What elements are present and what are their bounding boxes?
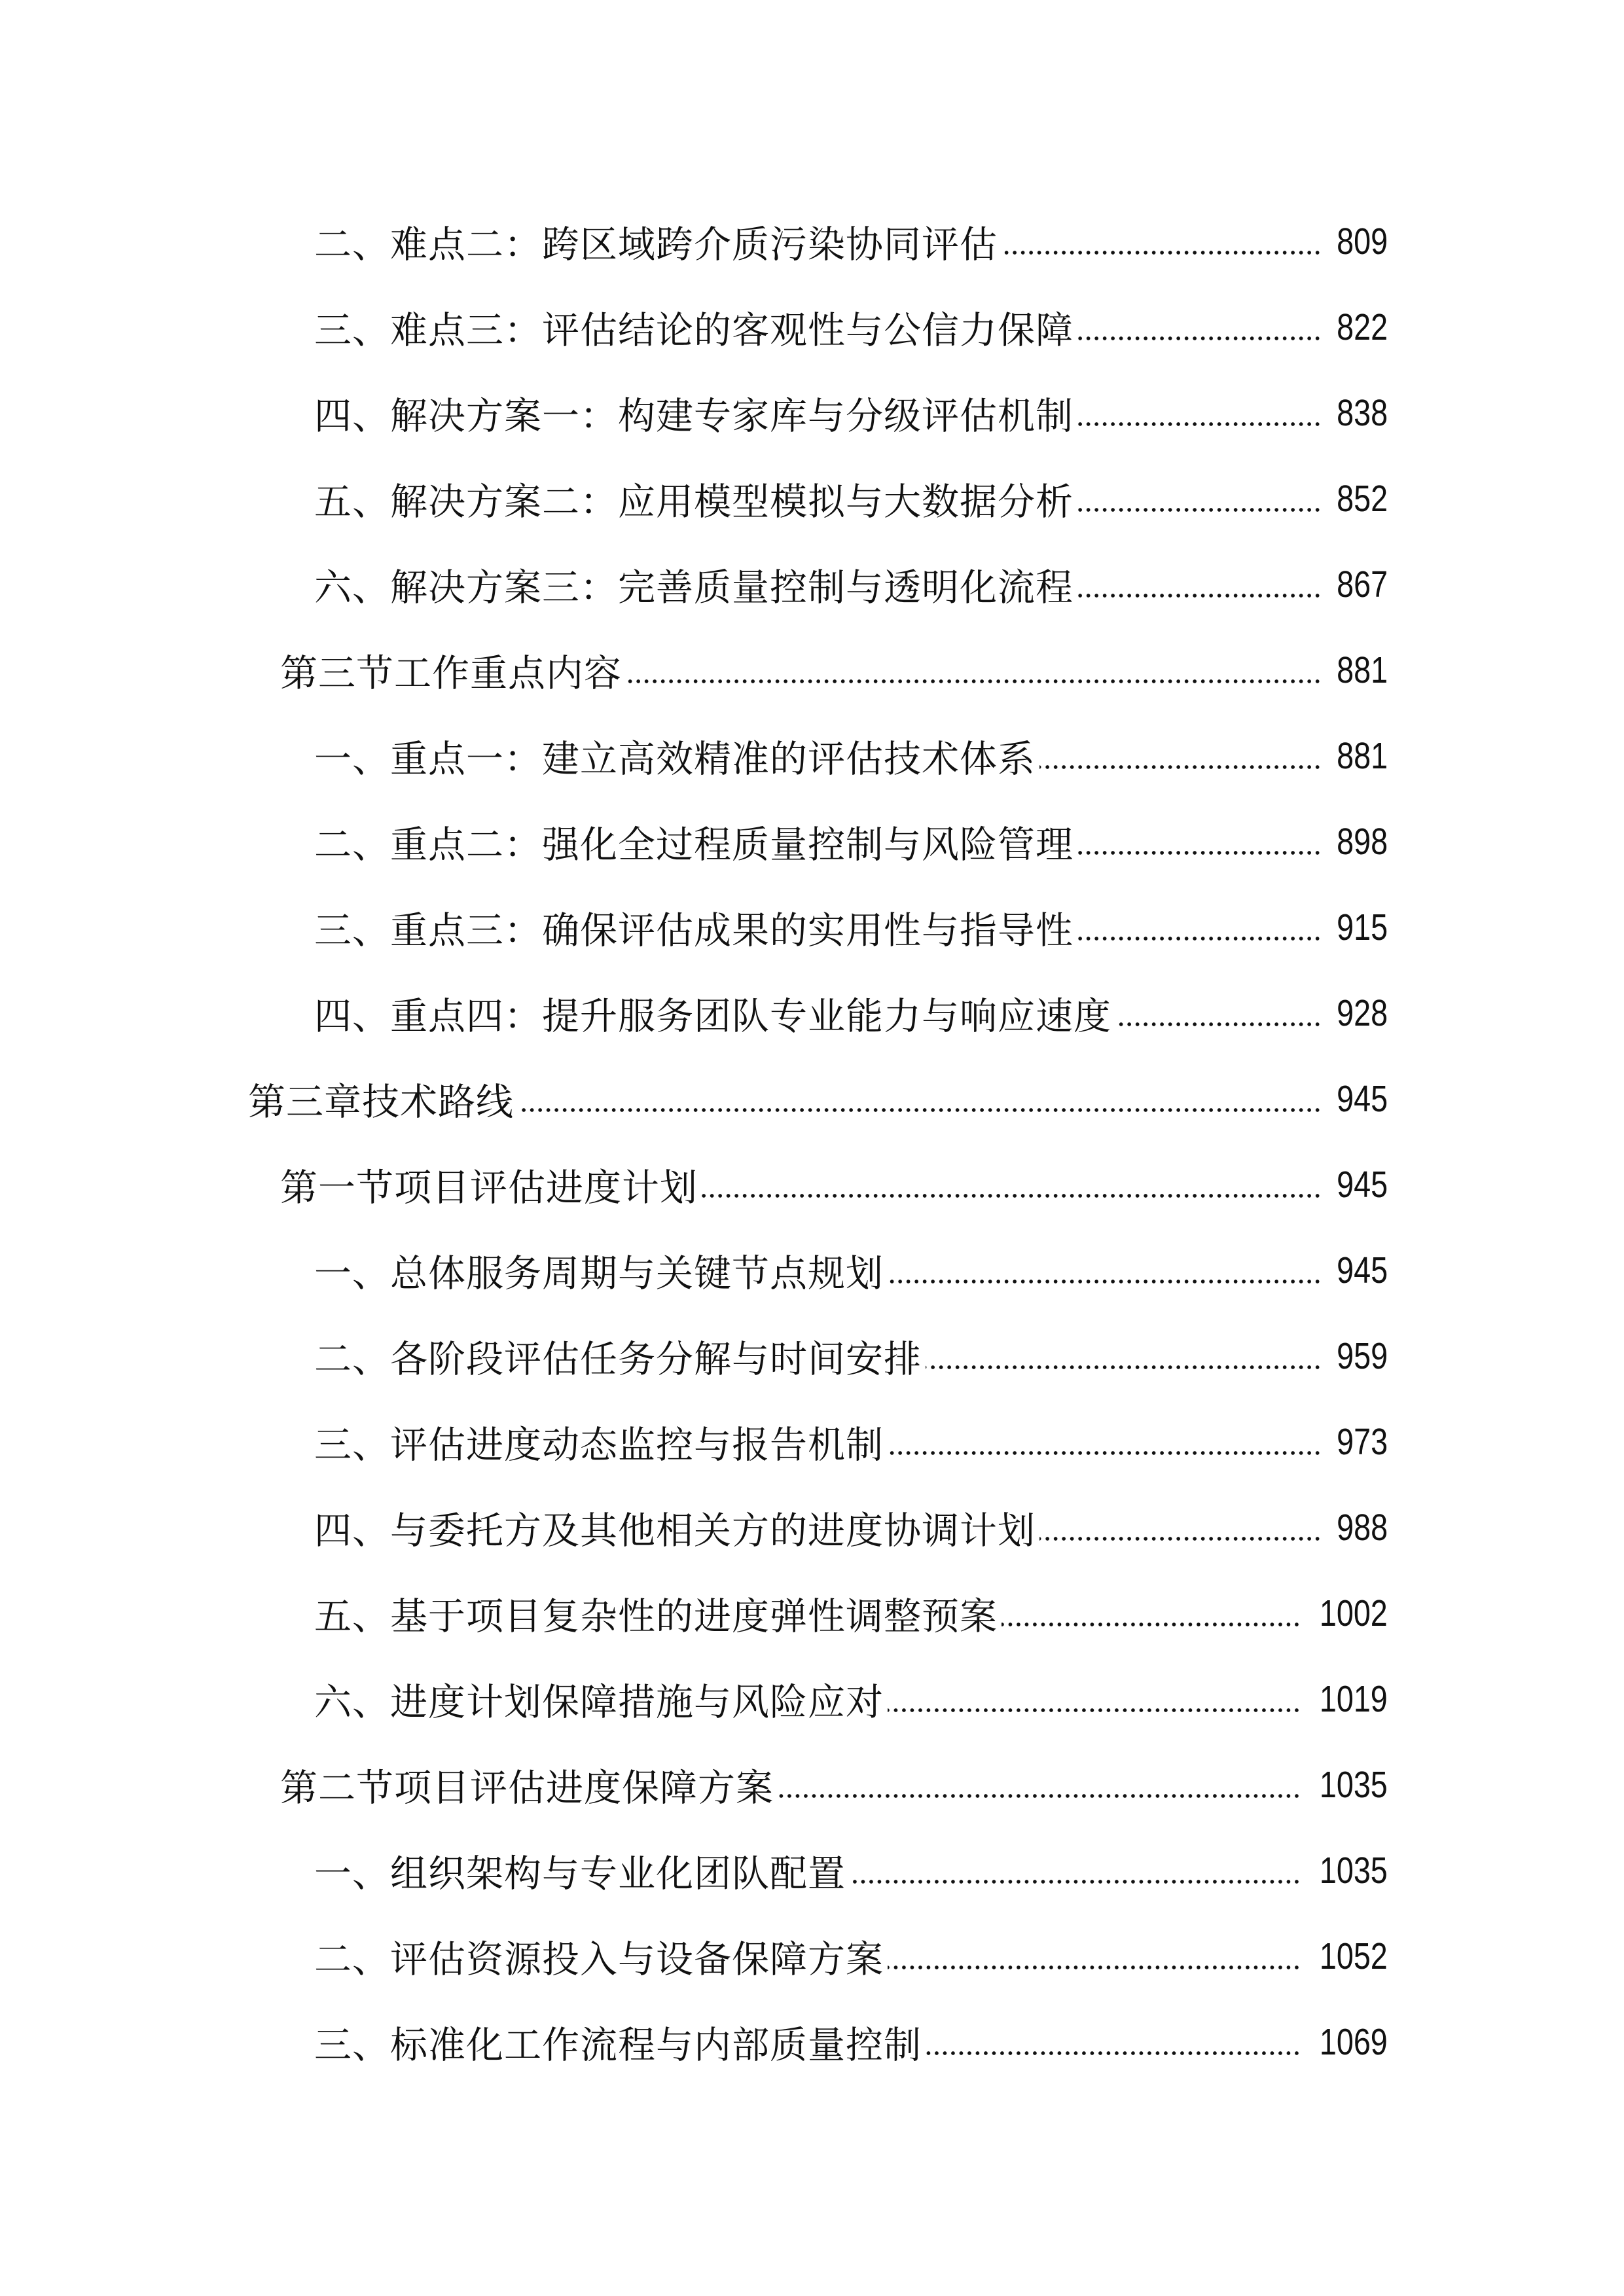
toc-entry-title: 二、各阶段评估任务分解与时间安排: [314, 1338, 922, 1380]
toc-entry[interactable]: [0, 1399, 1624, 1484]
toc-entry[interactable]: [0, 370, 1624, 456]
toc-entry[interactable]: [0, 1742, 1624, 1827]
toc-entry-page-number: 945: [1337, 1249, 1388, 1291]
toc-entry-page-number: 973: [1337, 1420, 1388, 1463]
toc-entry[interactable]: [0, 456, 1624, 541]
toc-entry-title: 三、标准化工作流程与内部质量控制: [314, 2024, 922, 2066]
dot-leader: [1039, 764, 1322, 770]
dot-leader: [888, 1964, 1301, 1971]
dot-leader: [1077, 592, 1322, 599]
toc-entry-title: 第一节项目评估进度计划: [280, 1166, 698, 1209]
toc-entry-page-number: 988: [1337, 1506, 1388, 1549]
toc-entry-page-number: 945: [1337, 1077, 1388, 1120]
toc-entry[interactable]: [0, 1227, 1624, 1313]
toc-entry-title: 三、评估进度动态监控与报告机制: [314, 1424, 884, 1466]
toc-entry-page-number: 898: [1337, 820, 1388, 863]
toc-entry-title: 二、评估资源投入与设备保障方案: [314, 1938, 884, 1981]
toc-entry-title: 四、与委托方及其他相关方的进度协调计划: [314, 1509, 1036, 1552]
dot-leader: [1115, 1021, 1322, 1028]
toc-entry-title: 第三节工作重点内容: [280, 652, 622, 694]
toc-entry[interactable]: [0, 713, 1624, 798]
dot-leader: [1001, 1621, 1301, 1628]
toc-entry-page-number: 852: [1337, 477, 1388, 520]
toc-entry[interactable]: [0, 1570, 1624, 1656]
toc-entry[interactable]: [0, 1827, 1624, 1913]
toc-entry-title: 第三章技术路线: [248, 1081, 514, 1123]
toc-entry[interactable]: [0, 884, 1624, 970]
dot-leader: [888, 1450, 1322, 1456]
dot-leader: [1077, 850, 1322, 856]
toc-entry-page-number: 1069: [1320, 2020, 1388, 2063]
toc-entry-page-number: 959: [1337, 1335, 1388, 1377]
toc-entry-page-number: 1035: [1320, 1849, 1388, 1892]
toc-entry[interactable]: [0, 1913, 1624, 1999]
toc-entry[interactable]: [0, 1056, 1624, 1141]
dot-leader: [888, 1707, 1301, 1713]
toc-entry-page-number: 881: [1337, 649, 1388, 691]
toc-entry-page-number: 1019: [1320, 1677, 1388, 1720]
toc-entry[interactable]: [0, 1484, 1624, 1570]
dot-leader: [926, 1364, 1322, 1371]
toc-entry-page-number: 809: [1337, 220, 1388, 262]
toc-entry[interactable]: [0, 541, 1624, 627]
toc-entry-title: 第二节项目评估进度保障方案: [280, 1767, 774, 1809]
toc-entry-title: 三、重点三：确保评估成果的实用性与指导性: [314, 909, 1074, 952]
dot-leader: [888, 1278, 1322, 1285]
dot-leader: [1001, 249, 1322, 256]
toc-entry-page-number: 928: [1337, 992, 1388, 1034]
toc-entry[interactable]: [0, 284, 1624, 370]
toc-entry-title: 一、组织架构与专业化团队配置: [314, 1852, 846, 1895]
toc-entry-page-number: 881: [1337, 734, 1388, 777]
toc-entry[interactable]: [0, 798, 1624, 884]
toc-entry-page-number: 867: [1337, 563, 1388, 605]
toc-entry-title: 六、进度计划保障措施与风险应对: [314, 1681, 884, 1723]
toc-entry-page-number: 1035: [1320, 1763, 1388, 1806]
toc-entry-page-number: 1002: [1320, 1592, 1388, 1634]
toc-entry-title: 一、总体服务周期与关键节点规划: [314, 1252, 884, 1295]
toc-entry[interactable]: [0, 1999, 1624, 2085]
dot-leader: [1077, 935, 1322, 942]
toc-entry-title: 四、解决方案一：构建专家库与分级评估机制: [314, 395, 1074, 437]
dot-leader: [518, 1107, 1322, 1113]
dot-leader: [1077, 507, 1322, 513]
toc-entry-title: 三、难点三：评估结论的客观性与公信力保障: [314, 309, 1074, 351]
toc-entry-page-number: 838: [1337, 391, 1388, 434]
toc-entry-title: 二、重点二：强化全过程质量控制与风险管理: [314, 823, 1074, 866]
dot-leader: [626, 678, 1322, 685]
toc-entry-title: 四、重点四：提升服务团队专业能力与响应速度: [314, 995, 1111, 1037]
toc-entry-title: 五、基于项目复杂性的进度弹性调整预案: [314, 1595, 998, 1638]
dot-leader: [1077, 421, 1322, 427]
toc-entry-page-number: 945: [1337, 1163, 1388, 1206]
toc-entry[interactable]: [0, 627, 1624, 713]
toc-entry-page-number: 822: [1337, 306, 1388, 348]
toc-entry-title: 五、解决方案二：应用模型模拟与大数据分析: [314, 480, 1074, 523]
toc-entry-page-number: 1052: [1320, 1935, 1388, 1977]
dot-leader: [1039, 1535, 1322, 1542]
toc-entry[interactable]: [0, 1313, 1624, 1399]
toc-entry-title: 六、解决方案三：完善质量控制与透明化流程: [314, 566, 1074, 609]
dot-leader: [702, 1193, 1322, 1199]
toc-entry[interactable]: [0, 198, 1624, 284]
toc-entry[interactable]: [0, 970, 1624, 1056]
table-of-contents: [0, 198, 1624, 2085]
toc-entry-title: 二、难点二：跨区域跨介质污染协同评估: [314, 223, 998, 266]
toc-entry[interactable]: [0, 1656, 1624, 1742]
toc-entry-title: 一、重点一：建立高效精准的评估技术体系: [314, 738, 1036, 780]
dot-leader: [926, 2050, 1301, 2056]
dot-leader: [778, 1793, 1301, 1799]
toc-entry-page-number: 915: [1337, 906, 1388, 948]
dot-leader: [850, 1878, 1301, 1885]
toc-entry[interactable]: [0, 1141, 1624, 1227]
dot-leader: [1077, 335, 1322, 342]
